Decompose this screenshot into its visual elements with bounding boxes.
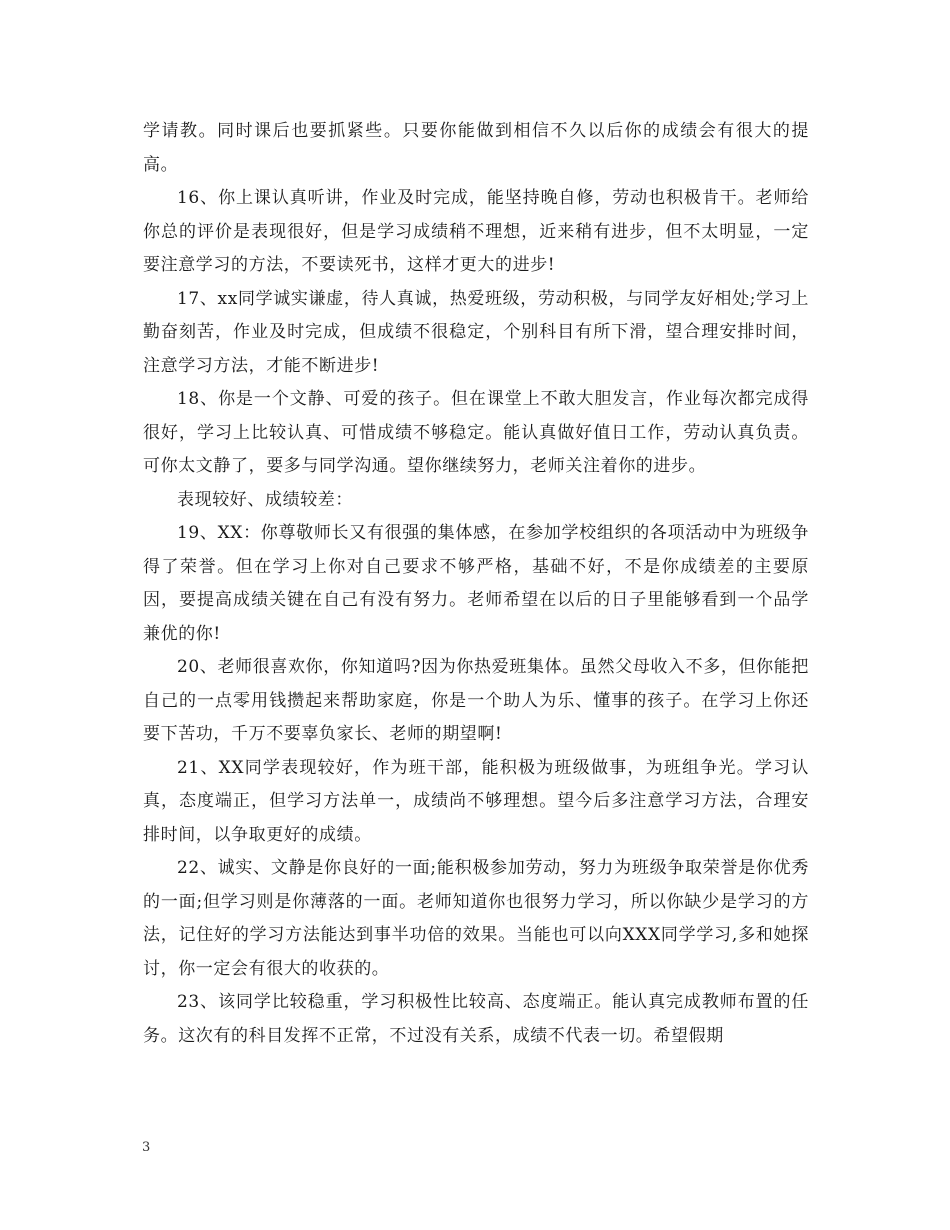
paragraph: 18、你是一个文静、可爱的孩子。但在课堂上不敢大胆发言，作业每次都完成得很好，学习上比较认真、可惜成绩不够稳定。能认真做好值日工作，劳动认真负责。可你太文静了，要多与同学沟通。望你继续努力，老师关注着你的进步。 — [143, 389, 809, 476]
paragraph: 22、诚实、文静是你良好的一面;能积极参加劳动，努力为班级争取荣誉是你优秀的一面;但学习则是你薄落的一面。老师知道你也很努力学习，所以你缺少是学习的方法，记住好的学习方法能达到事半功倍的效果。当能也可以向XXX同学学习,多和她探讨，你一定会有很大的收获的。 — [143, 858, 809, 979]
section-heading: 表现较好、成绩较差： — [177, 489, 353, 510]
paragraph: 19、XX：你尊敬师长又有很强的集体感，在参加学校组织的各项活动中为班级争得了荣誉。但在学习上你对自己要求不够严格，基础不好，不是你成绩差的主要原因，要提高成绩关键在自己有没有努力。老师希望在以后的日子里能够看到一个品学兼优的你! — [143, 523, 809, 644]
paragraph: 16、你上课认真听讲，作业及时完成，能坚持晚自修，劳动也积极肯干。老师给你总的评价是表现很好，但是学习成绩稍不理想，近来稍有进步，但不太明显，一定要注意学习的方法，不要读死书，这样才更大的进步! — [143, 188, 809, 275]
paragraph: 17、xx同学诚实谦虚，待人真诚，热爱班级，劳动积极，与同学友好相处;学习上勤奋刻苦，作业及时完成，但成绩不很稳定，个别科目有所下滑，望合理安排时间，注意学习方法，才能不断进步! — [143, 288, 809, 376]
paragraph: 学请教。同时课后也要抓紧些。只要你能做到相信不久以后你的成绩会有很大的提高。 — [143, 121, 809, 175]
paragraph: 21、XX同学表现较好，作为班干部，能积极为班级做事，为班组争光。学习认真，态度端正，但学习方法单一，成绩尚不够理想。望今后多注意学习方法，合理安排时间，以争取更好的成绩。 — [143, 757, 809, 845]
page-number: 3 — [142, 1140, 151, 1155]
paragraph: 23、该同学比较稳重，学习积极性比较高、态度端正。能认真完成教师布置的任务。这次有的科目发挥不正常，不过没有关系，成绩不代表一切。希望假期 — [143, 992, 809, 1046]
paragraph: 20、老师很喜欢你，你知道吗?因为你热爱班集体。虽然父母收入不多，但你能把自己的一点零用钱攒起来帮助家庭，你是一个助人为乐、懂事的孩子。在学习上你还要下苦功，千万不要辜负家长、老师的期望啊! — [143, 657, 809, 744]
document-body — [143, 115, 809, 1053]
